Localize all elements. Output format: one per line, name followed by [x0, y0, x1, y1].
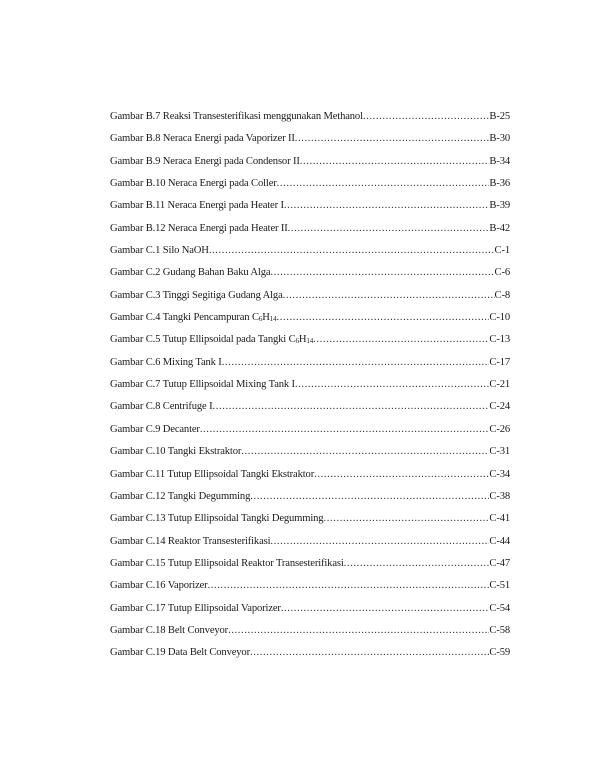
toc-entry-title-text: Gambar C.5 Tutup Ellipsoidal pada Tangki C	[110, 334, 296, 346]
dot-leader	[250, 489, 489, 505]
toc-entry	[110, 467, 510, 489]
dot-leader	[284, 198, 490, 214]
toc-page-number: B-39	[489, 200, 510, 212]
dot-leader	[288, 221, 490, 237]
toc-entry	[110, 444, 510, 466]
toc-entry-title	[110, 176, 277, 192]
toc-entry-title	[110, 131, 295, 147]
toc-entry-title-text: Gambar C.12 Tangki Degumming	[110, 490, 251, 502]
toc-page-number: C-31	[489, 446, 510, 458]
toc-entry-title-text: Gambar C.3 Tinggi Segitiga Gudang Alga	[110, 289, 283, 301]
toc-entry	[110, 198, 510, 220]
toc-entry-title	[110, 109, 363, 125]
toc-entry	[110, 355, 510, 377]
toc-page-number: C-26	[489, 423, 510, 435]
toc-entry-title-text: Gambar C.16 Vaporizer	[110, 580, 208, 592]
formula-subscript: 6	[258, 315, 263, 324]
toc-entry-title	[110, 578, 208, 594]
toc-entry-title-text: Gambar C.4 Tangki Pencampuran C	[110, 312, 259, 324]
toc-entry	[110, 578, 510, 600]
toc-entry	[110, 623, 510, 645]
toc-entry-title-text: Gambar B.7 Reaksi Transesterifikasi menggunakan Methanol	[110, 111, 363, 122]
dot-leader	[270, 534, 489, 550]
toc-entry-title-text: Gambar C.2 Gudang Bahan Baku Alga	[110, 267, 271, 279]
dot-leader	[228, 623, 489, 639]
dot-leader	[241, 444, 489, 460]
toc-page-number: B-30	[489, 133, 510, 145]
toc-entry	[110, 265, 510, 287]
toc-page-number: C-38	[489, 490, 510, 502]
toc-entry-title-text: Gambar C.18 Belt Conveyor	[110, 624, 229, 636]
toc-page-number: C-34	[489, 468, 510, 480]
toc-entry-title	[110, 243, 209, 259]
dot-leader	[270, 265, 494, 281]
dot-leader	[209, 243, 495, 259]
toc-entry	[110, 399, 510, 421]
dot-leader	[212, 399, 489, 415]
dot-leader	[222, 355, 490, 371]
toc-entry	[110, 601, 510, 623]
toc-entry-title-text: Gambar C.17 Tutup Ellipsoidal Vaporizer	[110, 602, 281, 614]
toc-entry	[110, 511, 510, 533]
toc-entry	[110, 131, 510, 153]
formula-element: H	[298, 334, 307, 346]
dot-leader	[208, 578, 490, 594]
toc-entry-title	[110, 310, 276, 326]
toc-entry	[110, 310, 510, 332]
toc-entry-title	[110, 377, 295, 393]
toc-entry-title-text: Gambar B.9 Neraca Energi pada Condensor II	[110, 155, 300, 167]
formula-subscript: 14	[306, 337, 314, 346]
dot-leader	[344, 556, 490, 572]
toc-entry-title-text: Gambar C.1 Silo NaOH	[110, 245, 209, 257]
toc-entry	[110, 221, 510, 243]
toc-entry-title	[110, 422, 200, 438]
toc-entry	[110, 176, 510, 198]
list-of-figures	[110, 109, 510, 668]
dot-leader	[281, 601, 490, 617]
toc-entry-title-text: Gambar B.10 Neraca Energi pada Coller	[110, 178, 277, 190]
toc-entry-title-text: Gambar C.11 Tutup Ellipsoidal Tangki Ekstraktor	[110, 468, 315, 480]
toc-entry-title-text: Gambar B.12 Neraca Energi pada Heater II	[110, 222, 288, 234]
toc-entry-title	[110, 265, 270, 281]
toc-entry-title	[110, 511, 323, 527]
toc-entry-title	[110, 198, 284, 214]
toc-entry-title	[110, 288, 283, 304]
dot-leader	[313, 332, 489, 348]
toc-page-number: C-6	[494, 267, 510, 279]
dot-leader	[295, 377, 489, 393]
toc-entry-title	[110, 221, 288, 237]
toc-page-number: C-58	[489, 624, 510, 636]
dot-leader	[314, 467, 489, 483]
toc-entry-title-text: Gambar B.11 Neraca Energi pada Heater I	[110, 200, 284, 212]
toc-entry-title-text: Gambar B.8 Neraca Energi pada Vaporizer II	[110, 133, 295, 145]
dot-leader	[323, 511, 489, 527]
dot-leader	[363, 109, 490, 125]
toc-entry-title	[110, 467, 314, 483]
toc-entry-title-text: Gambar C.9 Decanter	[110, 423, 200, 435]
toc-entry	[110, 422, 510, 444]
toc-entry-title-text: Gambar C.13 Tutup Ellipsoidal Tangki Degumming	[110, 513, 324, 525]
toc-entry-title	[110, 601, 281, 617]
toc-entry-title	[110, 332, 313, 348]
dot-leader	[276, 310, 489, 326]
toc-entry-title	[110, 623, 228, 639]
toc-entry-title-text: Gambar C.7 Tutup Ellipsoidal Mixing Tank I	[110, 379, 295, 391]
toc-entry	[110, 489, 510, 511]
formula-subscript: 6	[295, 337, 299, 346]
toc-entry-title	[110, 556, 344, 572]
toc-entry-title	[110, 399, 212, 415]
toc-entry-title-text: Gambar C.10 Tangki Ekstraktor	[110, 446, 242, 458]
toc-entry-title	[110, 645, 250, 661]
toc-page-number: B-25	[489, 111, 510, 122]
toc-page-number: C-47	[489, 557, 510, 569]
toc-page-number: C-41	[489, 513, 510, 525]
toc-entry-title-text: Gambar C.19 Data Belt Conveyor	[110, 647, 250, 659]
toc-page-number: C-21	[489, 379, 510, 391]
toc-entry	[110, 556, 510, 578]
toc-page-number: B-42	[489, 222, 510, 234]
toc-entry-title	[110, 534, 270, 550]
dot-leader	[250, 645, 489, 661]
toc-entry-title	[110, 355, 222, 371]
toc-entry	[110, 109, 510, 131]
toc-page-number: C-8	[494, 289, 510, 301]
toc-entry	[110, 534, 510, 556]
toc-entry-title	[110, 444, 241, 460]
toc-page-number: C-10	[489, 312, 510, 324]
dot-leader	[295, 131, 490, 147]
toc-entry	[110, 377, 510, 399]
toc-page-number: C-1	[494, 245, 510, 257]
formula-element: H	[262, 312, 270, 324]
toc-page-number: C-51	[489, 580, 510, 592]
toc-page-number: B-36	[489, 178, 510, 190]
toc-entry-title-text: Gambar C.6 Mixing Tank I	[110, 356, 222, 368]
toc-entry-title	[110, 154, 300, 170]
toc-page-number: C-24	[489, 401, 510, 413]
toc-page-number: C-17	[489, 356, 510, 368]
toc-entry	[110, 332, 510, 354]
dot-leader	[200, 422, 490, 438]
toc-entry	[110, 288, 510, 310]
toc-entry-title-text: Gambar C.8 Centrifuge I	[110, 401, 213, 413]
toc-entry	[110, 645, 510, 667]
toc-page-number: B-34	[489, 155, 510, 167]
toc-page-number: C-59	[489, 647, 510, 659]
formula-subscript: 14	[269, 315, 277, 324]
toc-entry-title-text: Gambar C.15 Tutup Ellipsoidal Reaktor Transesterifikasi	[110, 557, 344, 569]
dot-leader	[277, 176, 490, 192]
toc-entry-title	[110, 489, 250, 505]
toc-page-number: C-44	[489, 535, 510, 547]
toc-entry-title-text: Gambar C.14 Reaktor Transesterifikasi	[110, 535, 271, 547]
toc-page-number: C-13	[489, 334, 510, 346]
dot-leader	[283, 288, 495, 304]
dot-leader	[300, 154, 490, 170]
toc-entry	[110, 243, 510, 265]
toc-page-number: C-54	[489, 602, 510, 614]
toc-entry	[110, 154, 510, 176]
